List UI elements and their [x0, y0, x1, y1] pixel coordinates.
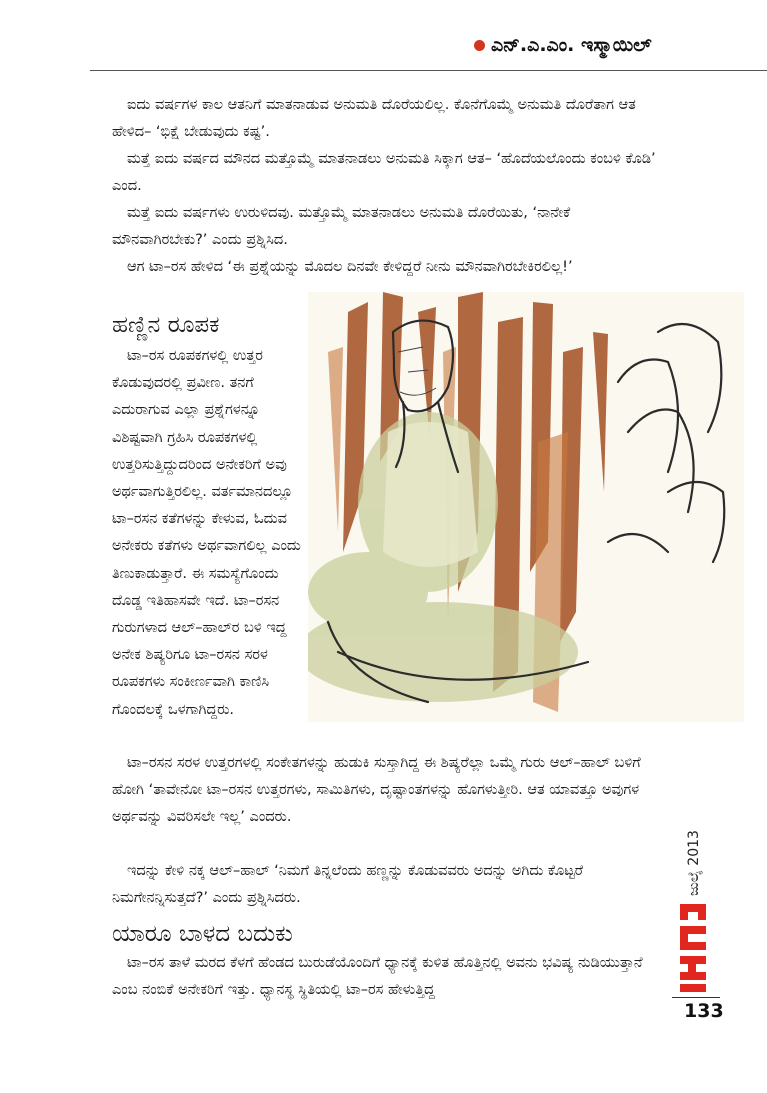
- column-paragraph: ಟಾ–ರಸ ರೂಪಕಗಳಲ್ಲಿ ಉತ್ತರ ಕೊಡುವುದರಲ್ಲಿ ಪ್ರವೀಣ. ತನಗೆ ಎದುರಾಗುವ ಎಲ್ಲಾ ಪ್ರಶ್ನೆಗಳನ್ನೂ ವಿಶಿಷ್ಟವಾಗಿ ಗ್ರಹಿಸಿ ರೂಪಕಗಳಲ್ಲಿ ಉತ್ತರಿಸುತ್ತಿದ್ದುದರಿಂದ ಅನೇಕರಿಗೆ ಅವು ಅರ್ಥವಾಗುತ್ತಿರಲಿಲ್ಲ. ವರ್ತಮಾನದಲ್ಲೂ ಟಾ–ರಸನ ಕತೆಗಳನ್ನು ಕೇಳುವ, ಓದುವ ಅನೇಕರು ಕತೆಗಳು ಅರ್ಥವಾಗಲಿಲ್ಲ ಎಂದು ತಿಣುಕಾಡುತ್ತಾರೆ. ಈ ಸಮಸ್ಯೆಗೊಂದು ದೊಡ್ಡ ಇತಿಹಾಸವೇ ಇದೆ. ಟಾ–ರಸನ ಗುರುಗಳಾದ ಆಲ್–ಹಾಲ್‌ರ ಬಳಿ ಇದ್ದ ಅನೇಕ ಶಿಷ್ಯರಿಗೂ ಟಾ–ರಸನ ಸರಳ ರೂಪಕಗಳು ಸಂಕೀರ್ಣವಾಗಿ ಕಾಣಿಸಿ ಗೊಂದಲಕ್ಕೆ ಒಳಗಾಗಿದ್ದರು.: [112, 348, 301, 718]
- section1-paragraph-1: ಟಾ–ರಸನ ಸರಳ ಉತ್ತರಗಳಲ್ಲಿ ಸಂಕೇತಗಳನ್ನು ಹುಡುಕಿ ಸುಸ್ತಾಗಿದ್ದ ಈ ಶಿಷ್ಯರೆಲ್ಲಾ ಒಮ್ಮೆ ಗುರು ಆಲ್–ಹಾಲ್ ಬಳಿಗೆ ಹೋಗಿ ‘ತಾವೇನೋ ಟಾ–ರಸನ ಉತ್ತರಗಳು, ಸಾಮಿತಿಗಳು, ದೃಷ್ಟಾಂತಗಳನ್ನು ಹೊಗಳುತ್ತೀರಿ. ಆತ ಯಾವತ್ತೂ ಅವುಗಳ ಅರ್ಥವನ್ನು ವಿವರಿಸಲೇ ಇಲ್ಲ’ ಎಂದರು.: [112, 755, 641, 825]
- author-name: ಎನ್.ಎ.ಎಂ. ಇಸ್ಮಾಯಿಲ್: [491, 34, 652, 56]
- illustration-meditating-figure: [308, 292, 744, 722]
- intro-paragraph-3: ಮತ್ತೆ ಐದು ವರ್ಷಗಳು ಉರುಳಿದವು. ಮತ್ತೊಮ್ಮೆ ಮಾತನಾಡಲು ಅನುಮತಿ ದೊರೆಯಿತು, ‘ನಾನೇಕೆ ಮೌನವಾಗಿರಬೇಕು?’ ಎಂದು ಪ್ರಶ್ನಿಸಿದ.: [112, 205, 571, 248]
- section1-paragraph-2: ಇದನ್ನು ಕೇಳಿ ನಕ್ಕ ಆಲ್–ಹಾಲ್ ‘ನಿಮಗೆ ತಿನ್ನಲೆಂದು ಹಣ್ಣನ್ನು ಕೊಡುವವರು ಅದನ್ನು ಅಗಿದು ಕೊಟ್ಟರೆ ನಿಮಗೇನನ್ನಿಸುತ್ತದೆ?’ ಎಂದು ಪ್ರಶ್ನಿಸಿದರು.: [112, 863, 584, 906]
- page-number: 133: [684, 1000, 724, 1022]
- header-divider: [90, 70, 767, 71]
- section-heading-unlived-life: ಯಾರೂ ಬಾಳದ ಬದುಕು: [112, 921, 293, 947]
- month-year-text: ಜುಲೈ 2013: [686, 830, 702, 896]
- section2-paragraph: ಟಾ–ರಸ ತಾಳೆ ಮರದ ಕೆಳಗೆ ಹೆಂಡದ ಬುರುಡೆಯೊಂದಿಗೆ ಧ್ಯಾನಕ್ಕೆ ಕುಳಿತ ಹೊತ್ತಿನಲ್ಲಿ ಅವನು ಭವಿಷ್ಯ ನುಡಿಯುತ್ತಾನೆ ಎಂಬ ನಂಬಿಕೆ ಅನೇಕರಿಗೆ ಇತ್ತು. ಧ್ಯಾನಸ್ಥ ಸ್ಥಿತಿಯಲ್ಲಿ ಟಾ–ರಸ ಹೇಳುತ್ತಿದ್ದ: [112, 955, 643, 998]
- month-year-label: [680, 800, 706, 900]
- bullet-dot-icon: [474, 40, 485, 51]
- intro-paragraph-1: ಐದು ವರ್ಷಗಳ ಕಾಲ ಆತನಿಗೆ ಮಾತನಾಡುವ ಅನುಮತಿ ದೊರೆಯಲಿಲ್ಲ. ಕೊನೆಗೊಮ್ಮೆ ಅನುಮತಿ ದೊರೆತಾಗ ಆತ ಹೇಳಿದ– ‘ಭಿಕ್ಷೆ ಬೇಡುವುದು ಕಷ್ಟ’.: [112, 97, 636, 140]
- intro-paragraph-4: ಆಗ ಟಾ–ರಸ ಹೇಳಿದ ‘ಈ ಪ್ರಶ್ನೆಯನ್ನು ಮೊದಲ ದಿನವೇ ಕೇಳಿದ್ದರೆ ನೀನು ಮೌನವಾಗಿರಬೇಕಿರಲಿಲ್ಲ!’: [127, 259, 573, 275]
- header-author: [474, 34, 652, 56]
- mayura-logo-icon: [676, 900, 710, 994]
- intro-paragraph-2: ಮತ್ತೆ ಐದು ವರ್ಷದ ಮೌನದ ಮತ್ತೊಮ್ಮೆ ಮಾತನಾಡಲು ಅನುಮತಿ ಸಿಕ್ಕಾಗ ಆತ– ‘ಹೊದೆಯಲೊಂದು ಕಂಬಳಿ ಕೊಡಿ’ ಎಂದ.: [112, 151, 656, 194]
- section-heading-fruit-metaphor: ಹಣ್ಣಿನ ರೂಪಕ: [112, 312, 220, 338]
- footer-divider: [672, 997, 720, 998]
